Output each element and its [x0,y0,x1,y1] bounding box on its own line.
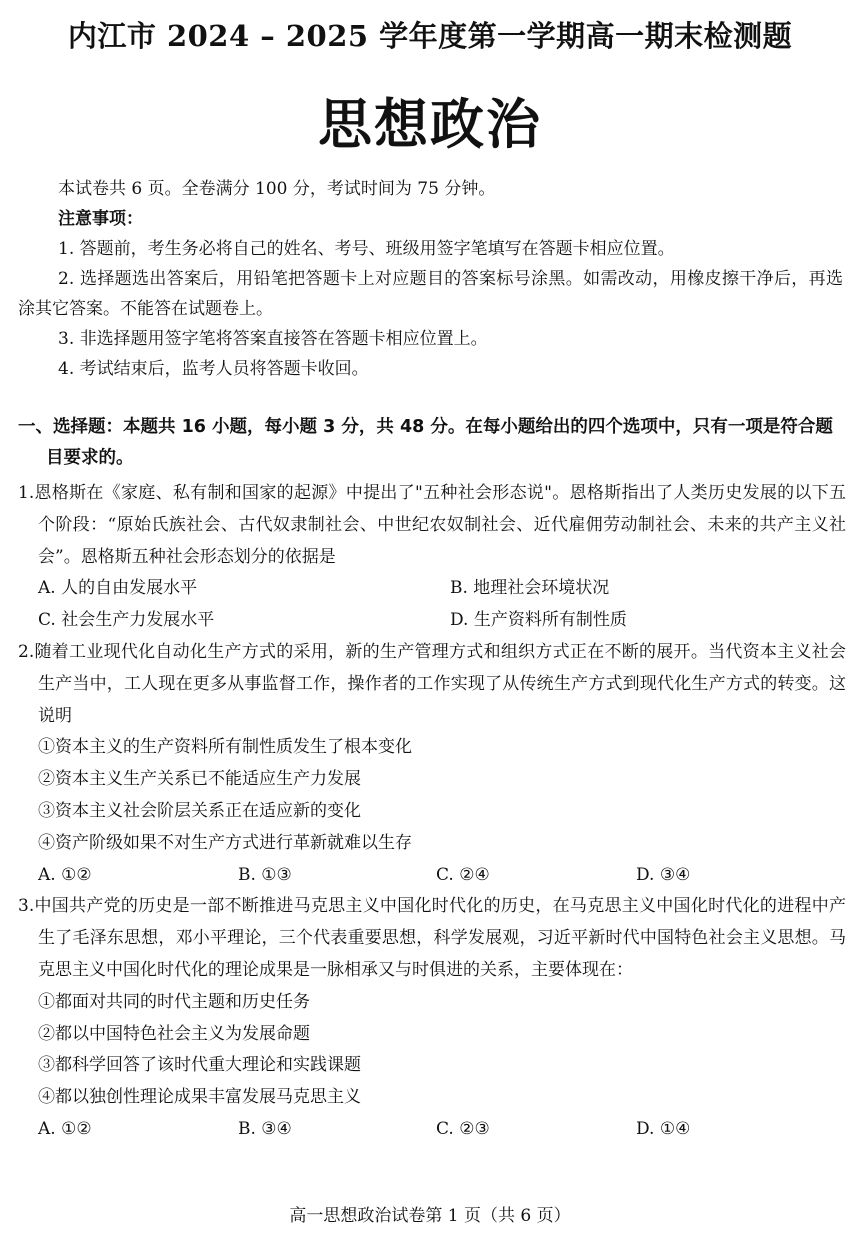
subject-title: 思想政治 [318,92,542,156]
option-a: A. ①② [38,864,92,885]
option-d: D. ③④ [636,864,691,885]
question-number: 2. [18,641,35,662]
option-b: B. 地理社会环境状况 [450,578,610,599]
statement: ③资本主义社会阶层关系正在适应新的变化 [38,800,361,821]
option-group [18,860,846,892]
notice-item: 3. 非选择题用签字笔将答案直接答在答题卡相应位置上。 [58,329,488,349]
question-stem [18,478,846,573]
statement: ②都以中国特色社会主义为发展命题 [38,1023,310,1044]
option-d: D. ①④ [636,1118,691,1139]
question-stem [18,637,846,732]
option-c: C. 社会生产力发展水平 [38,610,215,631]
question-number: 3. [18,896,35,917]
statement: ①都面对共同的时代主题和历史任务 [38,991,310,1012]
question-list [18,478,846,1146]
question-text: 中国共产党的历史是一部不断推进马克思主义中国化时代化的历史，在马克思主义中国化时代化的进程中产生了毛泽东思想，邓小平理论，三个代表重要思想，科学发展观，习近平新时代中国特色社会主义思想。马克思主义中国化时代化的理论成果是一脉相承又与时俱进的关系，主要体现在： [34,896,846,980]
statement: ③都科学回答了该时代重大理论和实践课题 [38,1055,361,1076]
question-text: 随着工业现代化自动化生产方式的采用，新的生产管理方式和组织方式正在不断的展开。当代资本主义社会生产当中，工人现在更多从事监督工作，操作者的工作实现了从传统生产方式到现代化生产方式的转变。这说明 [34,641,846,726]
notice-item: 2. 选择题选出答案后，用铅笔把答题卡上对应题目的答案标号涂黑。如需改动，用橡皮擦干净后，再选涂其它答案。不能答在试题卷上。 [18,269,843,319]
option-group [18,573,846,637]
page-footer: 高一思想政治试卷第 1 页（共 6 页） [289,1206,571,1226]
statement: ②资本主义生产关系已不能适应生产力发展 [38,769,361,790]
section-heading: 一、选择题：本题共 16 小题，每小题 3 分，共 48 分。在每小题给出的四个选项中，只有一项是符合题目要求的。 [18,417,833,468]
question-number: 1. [18,483,35,503]
question-3 [18,891,846,1145]
notice-heading: 注意事项： [58,209,143,229]
option-b: B. ①③ [238,864,292,885]
notice-item: 4. 考试结束后，监考人员将答题卡收回。 [58,359,369,379]
notice-item: 1. 答题前，考生务必将自己的姓名、考号、班级用签字笔填写在答题卡相应位置。 [58,239,675,259]
statement: ①资本主义的生产资料所有制性质发生了根本变化 [38,737,412,758]
exam-title: 内江市 2024 – 2025 学年度第一学期高一期末检测题 [67,19,793,53]
statement: ④都以独创性理论成果丰富发展马克思主义 [38,1087,361,1108]
question-stem [18,891,846,986]
exam-intro: 本试卷共 6 页。全卷满分 100 分，考试时间为 75 分钟。 [58,179,496,199]
option-a: A. ①② [38,1118,92,1139]
question-2 [18,637,846,891]
question-1 [18,478,846,637]
notice-list [18,234,843,384]
option-a: A. 人的自由发展水平 [38,578,198,599]
option-c: C. ②④ [436,864,490,885]
option-d: D. 生产资料所有制性质 [450,610,627,631]
question-text: 恩格斯在《家庭、私有制和国家的起源》中提出了"五种社会形态说"。恩格斯指出了人类历史发展的以下五个阶段：“原始氏族社会、古代奴隶制社会、中世纪农奴制社会、近代雇佣劳动制社会、未来的共产主义社会”。恩格斯五种社会形态划分的依据是 [34,483,846,567]
option-group [18,1114,846,1146]
option-b: B. ③④ [238,1118,292,1139]
option-c: C. ②③ [436,1118,490,1139]
statement: ④资产阶级如果不对生产方式进行革新就难以生存 [38,832,412,853]
